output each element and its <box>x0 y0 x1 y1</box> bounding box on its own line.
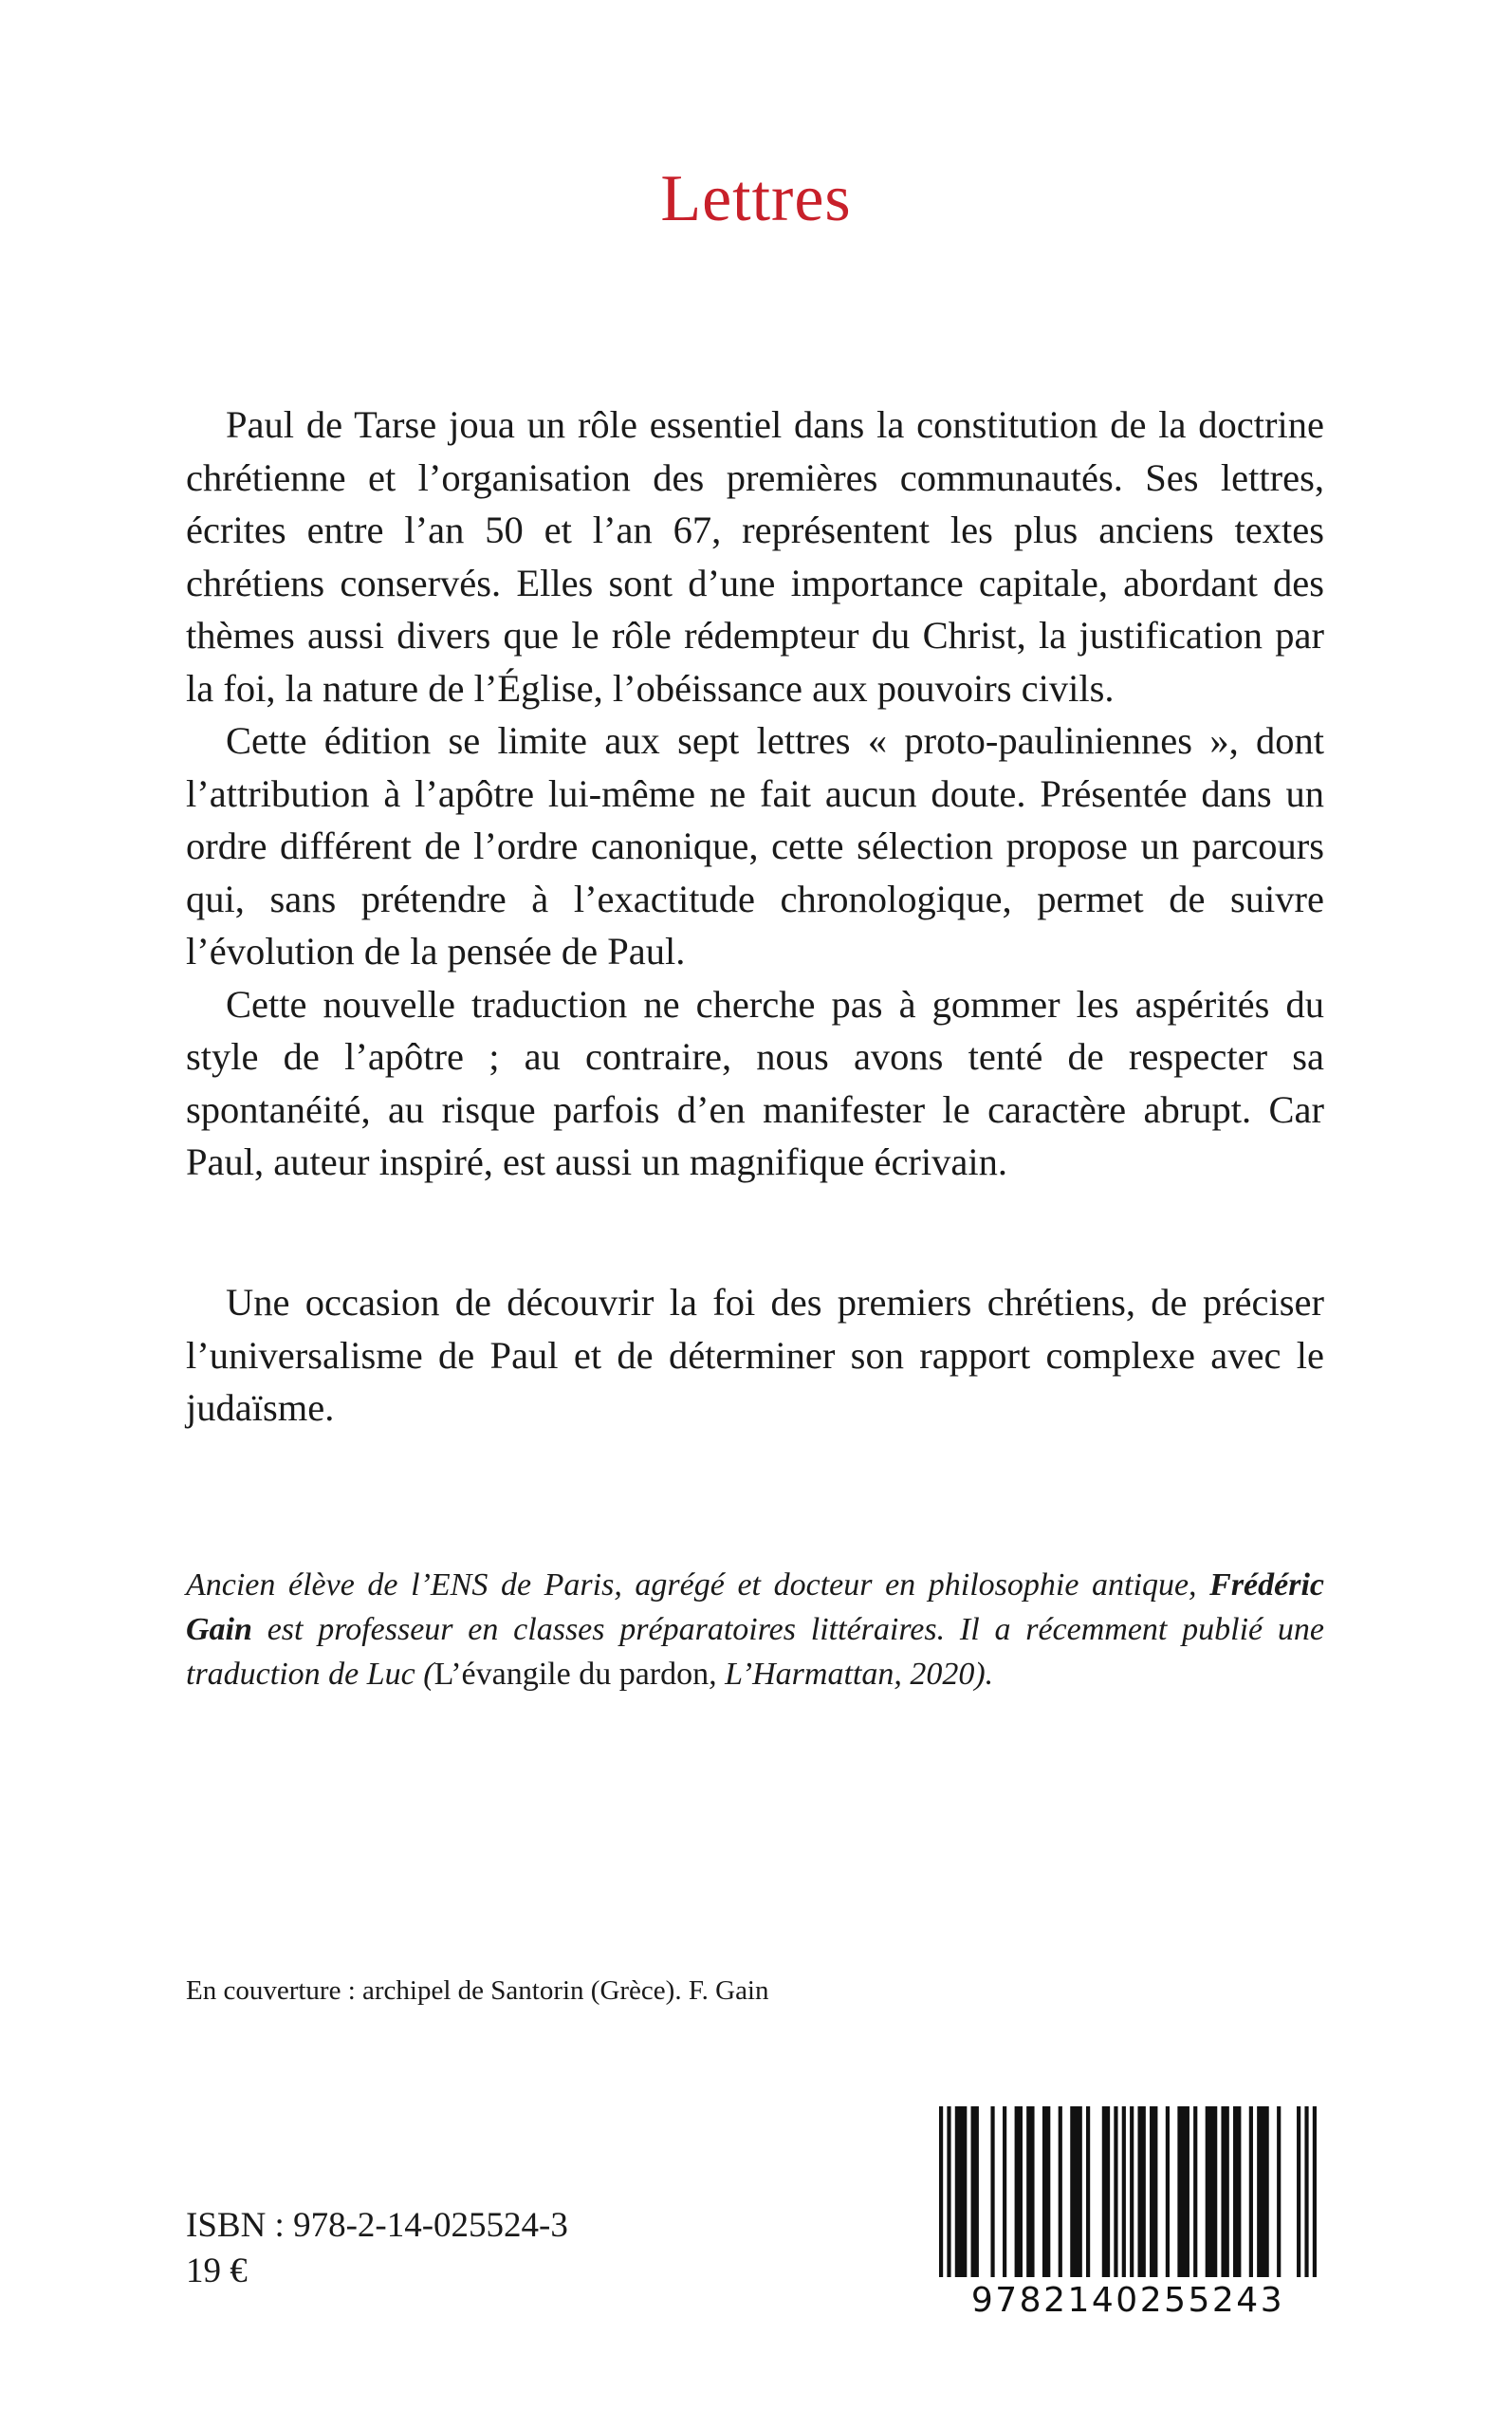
barcode-bar <box>1026 2106 1034 2277</box>
barcode-bar <box>1304 2106 1308 2277</box>
barcode-digits: 9782140255243 <box>970 2281 1285 2320</box>
blurb-intro <box>186 398 1324 1189</box>
blurb-paragraph-2: Cette édition se limite aux sept lettres « proto-pauliniennes », dont l’attribution à l’apôtre lui-même ne fait aucun doute. Présentée dans un ordre différent de l’ordre canonique, cette sélection propose un parcours qui, sans prétendre à l’exactitude chronologique, permet de suivre l’évolution de la pensée de Paul. <box>186 719 1324 973</box>
barcode-bar <box>1249 2106 1253 2277</box>
barcode-bar <box>1042 2106 1050 2277</box>
barcode-bar <box>971 2106 979 2277</box>
barcode-bar <box>990 2106 994 2277</box>
barcode-bar <box>1137 2106 1145 2277</box>
blurb-closing <box>186 1276 1324 1435</box>
blurb-paragraph-1: Paul de Tarse joua un rôle essentiel dans la constitution de la doctrine chrétienne et l’organisation des premières communautés. Ses lettres, écrites entre l’an 50 et l’an 67, représentent les plus anciens textes chrétiens conservés. Elles sont d’une importance capitale, abordant des thèmes aussi divers que le rôle rédempteur du Christ, la justification par la foi, la nature de l’Église, l’obéissance aux pouvoirs civils. <box>186 403 1324 710</box>
isbn-text: ISBN : 978-2-14-025524-3 <box>186 2206 568 2245</box>
barcode-bar <box>1277 2106 1281 2277</box>
barcode-bar <box>1003 2106 1006 2277</box>
barcode-bar <box>1114 2106 1117 2277</box>
barcode-bar <box>1166 2106 1170 2277</box>
barcode-bar <box>1122 2106 1126 2277</box>
barcode-bar <box>1070 2106 1082 2277</box>
barcode-bar <box>1297 2106 1300 2277</box>
barcode-bar <box>1177 2106 1189 2277</box>
cover-credit: En couverture : archipel de Santorin (Grèce). F. Gain <box>186 1975 769 2006</box>
barcode-bars <box>939 2106 1317 2277</box>
author-name: Frédéric Gain <box>186 1567 1324 1647</box>
book-title: Lettres <box>660 162 852 235</box>
bio-book-title: L’évangile du pardon <box>433 1657 710 1692</box>
barcode-bar <box>1086 2106 1090 2277</box>
price-text: 19 € <box>186 2251 248 2290</box>
author-bio <box>186 1563 1324 1696</box>
bio-part-1: Ancien élève de l’ENS de Paris, agrégé et docteur en philosophie antique, <box>186 1567 1210 1603</box>
barcode-bar <box>939 2106 943 2277</box>
barcode-bar <box>1313 2106 1317 2277</box>
blurb-paragraph-3: Cette nouvelle traduction ne cherche pas à gommer les aspérités du style de l’apôtre ; au contraire, nous avons tenté de respecter sa spontanéité, au risque parfois d’en manifester le caractère abrupt. Car Paul, auteur inspiré, est aussi un magnifique écrivain. <box>186 982 1324 1183</box>
barcode-bar <box>947 2106 950 2277</box>
barcode-bar <box>1102 2106 1110 2277</box>
barcode-bar <box>1130 2106 1134 2277</box>
barcode-bar <box>1257 2106 1269 2277</box>
barcode-bar <box>1150 2106 1157 2277</box>
isbn-barcode <box>939 2106 1317 2320</box>
barcode-bar <box>1015 2106 1023 2277</box>
barcode-bar <box>1193 2106 1197 2277</box>
barcode-bar <box>1233 2106 1241 2277</box>
barcode-bar <box>955 2106 968 2277</box>
closing-paragraph: Une occasion de découvrir la foi des premiers chrétiens, de préciser l’universalisme de Paul et de déterminer son rapport complexe avec le judaïsme. <box>186 1281 1324 1429</box>
barcode-bar <box>1059 2106 1062 2277</box>
bio-part-3: , L’Harmattan, 2020). <box>709 1657 994 1692</box>
bio-part-2: est professeur en classes préparatoires littéraires. Il a récemment publié une traduction de Luc ( <box>186 1612 1324 1692</box>
barcode-bar <box>1206 2106 1218 2277</box>
barcode-bar <box>1221 2106 1228 2277</box>
